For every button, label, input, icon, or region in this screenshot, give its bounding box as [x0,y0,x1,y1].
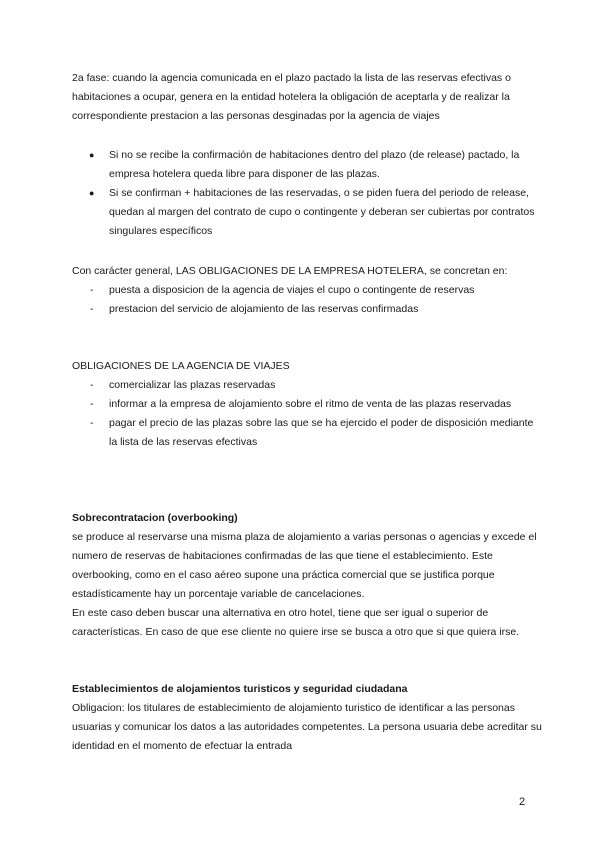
list-item: - puesta a disposicion de la agencia de viajes el cupo o contingente de reservas [72,281,544,300]
overbooking-title: Sobrecontratacion (overbooking) [72,512,238,524]
overbooking-paragraph-1: se produce al reservarse una misma plaza de alojamiento a varias personas o agencias y excede el numero de reservas de habitaciones confirmadas de las que tiene el establecimiento. Este overbooking, como en el caso aéreo supone una práctica comercial que se justifica porque estadísticamente hay un porcentaje variable de cancelaciones. [72,531,537,600]
overbooking-paragraph-2: En este caso deben buscar una alternativa en otro hotel, tiene que ser igual o superior de características. En caso de que ese cliente no quiere irse se busca a otro que si que quiera irse. [72,607,520,638]
page-number: 2 [519,796,526,808]
dash-icon: - [90,398,94,410]
list-item: - informar a la empresa de alojamiento sobre el ritmo de venta de las plazas reservadas [72,395,544,414]
overbooking-section [72,509,544,642]
hotel-obligations-intro: Con carácter general, LAS OBLIGACIONES DE LA EMPRESA HOTELERA, se concretan en: [72,265,508,277]
security-paragraph: Obligacion: los titulares de establecimiento de alojamiento turistico de identificar a las personas usuarias y comunicar los datos a las autoridades competentes. La persona usuaria debe acreditar su identidad en el momento de efectuar la entrada [72,702,542,752]
agency-obligations-heading: OBLIGACIONES DE LA AGENCIA DE VIAJES [72,360,290,372]
agency-obligations-list [72,376,544,452]
list-item: ● Si se confirman + habitaciones de las reservadas, o se piden fuera del periodo de release, quedan al margen del contrato de cupo o contingente y deberan ser cubiertas por contratos singulares específicos [72,184,544,241]
dash-icon: - [90,303,94,315]
dash-icon: - [90,417,94,429]
list-item: - comercializar las plazas reservadas [72,376,544,395]
list-item: ● Si no se recibe la confirmación de habitaciones dentro del plazo (de release) pactado, la empresa hotelera queda libre para disponer de las plazas. [72,146,544,184]
hotel-obligations-list [72,281,544,319]
fase2-bullet-list [72,146,544,241]
security-title: Establecimientos de alojamientos turisticos y seguridad ciudadana [72,683,408,695]
list-item: - prestacion del servicio de alojamiento de las reservas confirmadas [72,300,544,319]
agency-obligations-section [72,357,544,452]
fase2-section [72,69,544,241]
list-item: - pagar el precio de las plazas sobre las que se ha ejercido el poder de disposición mediante la lista de las reservas efectivas [72,414,544,452]
fase2-paragraph: 2a fase: cuando la agencia comunicada en el plazo pactado la lista de las reservas efectivas o habitaciones a ocupar, genera en la entidad hotelera la obligación de aceptarla y de realizar la correspondiente prestacion a las personas desginadas por la agencia de viajes [72,72,511,122]
bullet-icon: ● [89,188,95,198]
dash-icon: - [90,284,94,296]
hotel-obligations-section [72,262,544,319]
security-section [72,680,544,756]
dash-icon: - [90,379,94,391]
bullet-icon: ● [89,150,95,160]
